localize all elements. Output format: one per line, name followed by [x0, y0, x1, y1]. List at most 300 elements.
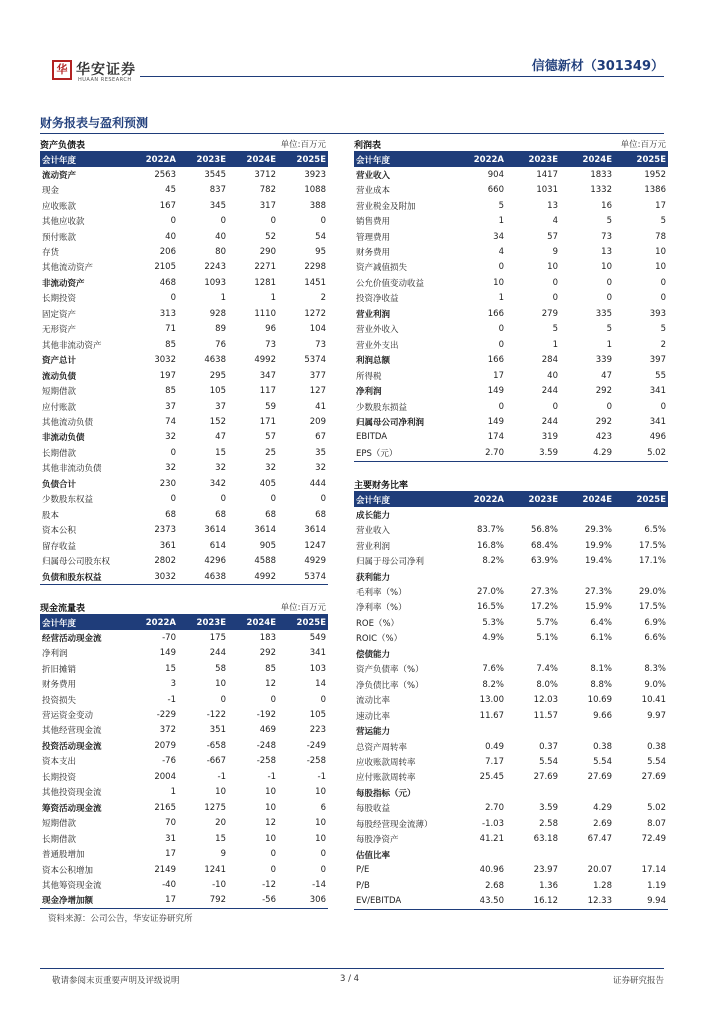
table-title [354, 478, 668, 493]
row-value: 3545 [204, 169, 226, 180]
row-value: 73 [601, 231, 612, 242]
header-year: 2022A [145, 618, 176, 628]
table-row [354, 584, 668, 599]
row-value: 1272 [304, 308, 326, 319]
row-label: 管理费用 [356, 232, 391, 243]
row-label: 每股净资产 [356, 835, 399, 846]
table-row [354, 862, 668, 877]
row-label: 营业收入 [356, 170, 391, 181]
row-value: 10 [265, 833, 276, 844]
row-value: 103 [309, 663, 326, 674]
table-row [354, 522, 668, 537]
table-row [40, 800, 328, 815]
table-row [354, 352, 668, 367]
row-value: 55 [655, 370, 666, 381]
header-label: 会计年度 [356, 496, 391, 506]
row-value: 405 [259, 478, 276, 489]
row-label: 销售费用 [356, 217, 391, 228]
row-value: 171 [259, 416, 276, 427]
row-value: 27.69 [533, 772, 558, 783]
row-label: 归属母公司净利润 [356, 417, 425, 428]
row-label: 速动比率 [356, 711, 391, 722]
table-row [354, 739, 668, 754]
row-value: 45 [165, 185, 176, 196]
row-value: 8.8% [590, 679, 612, 690]
row-value: 2004 [154, 771, 176, 782]
table-row [354, 615, 668, 630]
row-value: 10 [265, 802, 276, 813]
row-value: 0 [270, 694, 276, 705]
row-value: 27.3% [530, 586, 558, 597]
row-value: 183 [259, 632, 276, 643]
row-value: 32 [165, 463, 176, 474]
row-value: -658 [206, 740, 226, 751]
row-value: 105 [209, 386, 226, 397]
row-value: 19.9% [584, 540, 612, 551]
row-value: 2 [660, 339, 666, 350]
row-value: 313 [159, 308, 176, 319]
row-value: 0 [170, 293, 176, 304]
row-value: 17.1% [638, 556, 666, 567]
row-value: 295 [209, 370, 226, 381]
row-value: 10 [493, 277, 504, 288]
header-year: 2025E [636, 155, 666, 165]
table-row [40, 198, 328, 213]
table-row [40, 445, 328, 460]
row-label: 利润总额 [356, 356, 391, 367]
row-value: 372 [159, 725, 176, 736]
row-value: 0 [270, 494, 276, 505]
row-value: 37 [165, 401, 176, 412]
header-year: 2023E [196, 155, 226, 165]
table-row [40, 275, 328, 290]
row-value: 17 [655, 200, 666, 211]
header-year: 2025E [636, 495, 666, 505]
row-value: 11.57 [533, 710, 558, 721]
table-row [40, 707, 328, 722]
row-value: 1 [220, 293, 226, 304]
row-value: -667 [206, 756, 226, 767]
row-value: 117 [259, 386, 276, 397]
row-value: -192 [256, 709, 276, 720]
row-value: 6.1% [590, 633, 612, 644]
row-value: 32 [265, 463, 276, 474]
table-title-text: 主要财务比率 [354, 481, 409, 491]
logo-subtext: HUAAN RESEARCH [78, 77, 132, 83]
header-year: 2022A [473, 495, 504, 505]
row-value: 56.8% [530, 525, 558, 536]
row-label: 归属于母公司净利 [356, 557, 425, 568]
row-value: 660 [487, 185, 504, 196]
row-value: 5.3% [482, 617, 504, 628]
row-value: 85 [165, 386, 176, 397]
row-value: 16.12 [533, 896, 558, 907]
row-label: 营业利润 [356, 309, 391, 320]
row-value: 3614 [254, 525, 276, 536]
row-value: 244 [209, 648, 226, 659]
table-unit: 单位:百万元 [280, 140, 326, 150]
row-value: 35 [315, 447, 326, 458]
row-value: 10.41 [641, 695, 666, 706]
row-label: 成长能力 [356, 510, 391, 521]
row-value: 27.69 [641, 772, 666, 783]
table-row [40, 368, 328, 383]
row-value: 29.0% [638, 586, 666, 597]
row-value: -70 [162, 632, 176, 643]
row-value: 167 [159, 200, 176, 211]
row-value: 904 [487, 169, 504, 180]
table-bottom-rule [354, 461, 668, 462]
table-row [354, 275, 668, 290]
row-value: 1.19 [647, 880, 666, 891]
row-value: 306 [309, 895, 326, 906]
row-value: 1 [552, 339, 558, 350]
table-row [40, 167, 328, 182]
row-label: ROE（%） [356, 618, 400, 629]
row-value: -40 [162, 879, 176, 890]
row-value: 1332 [590, 185, 612, 196]
row-value: 4 [552, 216, 558, 227]
row-value: 0 [498, 401, 504, 412]
row-value: 8.1% [590, 664, 612, 675]
row-label: 每股经营现金流薄） [356, 819, 433, 830]
row-value: 10 [315, 818, 326, 829]
row-label: 资产负债率（%） [356, 665, 424, 676]
row-value: 10 [315, 787, 326, 798]
row-value: 837 [209, 185, 226, 196]
row-label: 资产总计 [42, 356, 77, 367]
table-row [40, 430, 328, 445]
row-value: 40.96 [479, 865, 504, 876]
row-value: 0 [320, 694, 326, 705]
row-value: 127 [309, 386, 326, 397]
row-value: 468 [159, 277, 176, 288]
row-value: 388 [309, 200, 326, 211]
row-value: 15 [215, 447, 226, 458]
row-value: 0 [660, 293, 666, 304]
table-header-row [354, 493, 668, 507]
row-value: -1 [217, 771, 226, 782]
table-row [40, 723, 328, 738]
footer-rule [40, 968, 664, 969]
row-label: 长期借款 [42, 448, 77, 459]
row-value: 0 [220, 694, 226, 705]
row-label: 营业外支出 [356, 340, 399, 351]
row-label: 资本公积增加 [42, 865, 94, 876]
table-row [354, 569, 668, 584]
row-value: 0.37 [539, 741, 558, 752]
row-label: 非流动资产 [42, 278, 85, 289]
row-value: 67 [315, 432, 326, 443]
table-row [354, 430, 668, 445]
row-value: 9.0% [644, 679, 666, 690]
table-row [40, 692, 328, 707]
table-row [40, 553, 328, 568]
balance-sheet-table [40, 138, 328, 585]
row-value: 1386 [644, 185, 666, 196]
row-value: 15 [215, 833, 226, 844]
row-label: 净利润 [42, 649, 68, 660]
row-value: 397 [649, 355, 666, 366]
logo-text: 华安证券 [76, 62, 136, 78]
row-value: 76 [215, 339, 226, 350]
row-value: 12.33 [587, 896, 612, 907]
table-row [354, 337, 668, 352]
table-bottom-rule [354, 909, 668, 910]
row-value: 3 [170, 679, 176, 690]
row-value: -1 [317, 771, 326, 782]
row-label: 流动负债 [42, 371, 77, 382]
row-value: 3614 [304, 525, 326, 536]
row-value: 209 [309, 416, 326, 427]
footer-doc-type: 证券研究报告 [612, 976, 664, 986]
row-value: 20 [215, 818, 226, 829]
table-title [40, 138, 328, 153]
table-row [40, 785, 328, 800]
row-value: 29.3% [584, 525, 612, 536]
row-value: 2.58 [539, 818, 558, 829]
row-value: 1 [170, 787, 176, 798]
row-label: 现金 [42, 186, 60, 197]
row-label: 毛利率（%） [356, 587, 407, 598]
row-value: 2079 [154, 740, 176, 751]
row-value: 17 [165, 849, 176, 860]
row-value: 17 [493, 370, 504, 381]
row-value: 58 [215, 663, 226, 674]
header-year: 2025E [296, 155, 326, 165]
row-value: 68 [265, 509, 276, 520]
row-value: 89 [215, 324, 226, 335]
row-value: 2243 [204, 262, 226, 273]
row-value: 80 [215, 246, 226, 257]
row-label: 净负债比率（%） [356, 680, 424, 691]
table-title [40, 601, 328, 616]
row-value: 3032 [154, 355, 176, 366]
row-value: 1417 [536, 169, 558, 180]
row-label: 普通股增加 [42, 850, 85, 861]
row-value: 10 [601, 262, 612, 273]
row-value: 2 [320, 293, 326, 304]
row-value: 32 [165, 432, 176, 443]
row-label: 短期借款 [42, 387, 77, 398]
row-value: 342 [209, 478, 226, 489]
row-value: 4.9% [482, 633, 504, 644]
row-value: -249 [306, 740, 326, 751]
row-value: 10 [215, 679, 226, 690]
row-value: 8.2% [482, 679, 504, 690]
row-value: 4296 [204, 556, 226, 567]
row-value: 292 [595, 386, 612, 397]
row-label: 每股指标（元） [356, 788, 416, 799]
row-value: 284 [541, 355, 558, 366]
row-value: 292 [259, 648, 276, 659]
row-value: 4.29 [593, 803, 612, 814]
header-year: 2022A [473, 155, 504, 165]
row-value: 4992 [254, 571, 276, 582]
row-value: 17.5% [638, 540, 666, 551]
row-value: 14 [315, 679, 326, 690]
row-value: 0 [606, 401, 612, 412]
row-label: 长期借款 [42, 834, 77, 845]
row-value: 166 [487, 308, 504, 319]
table-row [40, 507, 328, 522]
row-value: 0 [170, 494, 176, 505]
row-value: 37 [215, 401, 226, 412]
row-value: 20.07 [587, 865, 612, 876]
row-label: 偿债能力 [356, 649, 391, 660]
row-value: 1093 [204, 277, 226, 288]
row-value: 4929 [304, 556, 326, 567]
row-value: 0 [552, 401, 558, 412]
row-label: 折旧摊销 [42, 664, 77, 675]
row-value: 2271 [254, 262, 276, 273]
row-value: 0 [320, 494, 326, 505]
row-value: 0 [552, 277, 558, 288]
income-statement-table [354, 138, 668, 462]
row-value: 244 [541, 386, 558, 397]
row-value: 0 [498, 262, 504, 273]
table-row [354, 723, 668, 738]
row-value: 341 [649, 416, 666, 427]
row-value: 12 [265, 818, 276, 829]
row-value: -1 [267, 771, 276, 782]
row-value: 1247 [304, 540, 326, 551]
row-value: 279 [541, 308, 558, 319]
row-value: 63.9% [530, 556, 558, 567]
table-row [354, 631, 668, 646]
row-label: 其他流动负债 [42, 417, 94, 428]
row-value: 10 [215, 787, 226, 798]
row-value: 0 [220, 216, 226, 227]
row-value: 40 [547, 370, 558, 381]
row-label: 其他流动资产 [42, 263, 94, 274]
row-value: 1 [498, 293, 504, 304]
table-row [40, 676, 328, 691]
table-row [40, 862, 328, 877]
table-row [40, 538, 328, 553]
row-value: 73 [265, 339, 276, 350]
header-year: 2023E [196, 618, 226, 628]
row-value: 496 [649, 432, 666, 443]
row-value: 905 [259, 540, 276, 551]
row-label: 应付账款 [42, 402, 77, 413]
table-row [354, 770, 668, 785]
table-row [354, 368, 668, 383]
header-year: 2024E [582, 155, 612, 165]
row-value: 2165 [154, 802, 176, 813]
row-value: 10 [655, 246, 666, 257]
table-row [354, 785, 668, 800]
row-value: 9.94 [647, 896, 666, 907]
row-value: 104 [309, 324, 326, 335]
row-value: 12.03 [533, 695, 558, 706]
row-value: 2.70 [485, 803, 504, 814]
table-row [40, 461, 328, 476]
table-row [40, 260, 328, 275]
row-label: 营业税金及附加 [356, 201, 416, 212]
table-row [40, 306, 328, 321]
row-label: 所得税 [356, 371, 382, 382]
table-row [40, 414, 328, 429]
row-value: 3614 [204, 525, 226, 536]
row-value: 0 [606, 277, 612, 288]
table-row [354, 306, 668, 321]
row-value: 0 [170, 447, 176, 458]
row-label: 财务费用 [356, 247, 391, 258]
row-value: 0 [320, 849, 326, 860]
row-value: 34 [493, 231, 504, 242]
row-value: 68 [165, 509, 176, 520]
table-row [40, 322, 328, 337]
row-value: 175 [209, 632, 226, 643]
row-value: 1031 [536, 185, 558, 196]
table-title-text: 资产负债表 [40, 141, 86, 151]
row-value: 0.38 [593, 741, 612, 752]
row-label: 无形资产 [42, 325, 77, 336]
row-value: 345 [209, 200, 226, 211]
row-value: 1088 [304, 185, 326, 196]
row-value: -76 [162, 756, 176, 767]
row-value: 27.0% [476, 586, 504, 597]
row-value: 17.5% [638, 602, 666, 613]
row-value: 5.54 [593, 756, 612, 767]
source-note: 资料来源：公司公告，华安证券研究所 [48, 914, 193, 924]
row-value: 4638 [204, 355, 226, 366]
row-value: 9.97 [647, 710, 666, 721]
table-title-text: 现金流量表 [40, 604, 86, 614]
table-row [40, 522, 328, 537]
row-value: 2802 [154, 556, 176, 567]
row-label: 预付账款 [42, 232, 77, 243]
row-value: 5 [660, 216, 666, 227]
row-value: 57 [547, 231, 558, 242]
row-value: 43.50 [479, 896, 504, 907]
row-value: 40 [215, 231, 226, 242]
table-row [354, 229, 668, 244]
row-value: -122 [206, 709, 226, 720]
row-value: 341 [309, 648, 326, 659]
table-row [354, 893, 668, 908]
table-row [40, 244, 328, 259]
table-row [40, 754, 328, 769]
row-value: 361 [159, 540, 176, 551]
row-value: 31 [165, 833, 176, 844]
table-row [354, 754, 668, 769]
row-value: 59 [265, 401, 276, 412]
row-value: 149 [487, 386, 504, 397]
row-value: 17 [165, 895, 176, 906]
row-value: 15 [165, 663, 176, 674]
table-row [40, 815, 328, 830]
table-row [40, 738, 328, 753]
row-value: 0 [660, 277, 666, 288]
row-value: -56 [262, 895, 276, 906]
row-value: 423 [595, 432, 612, 443]
row-label: 营运资金变动 [42, 710, 94, 721]
section-title: 财务报表与盈利预测 [40, 116, 149, 130]
row-value: 10 [265, 787, 276, 798]
row-value: 206 [159, 246, 176, 257]
table-row [354, 291, 668, 306]
table-row [354, 399, 668, 414]
row-value: 5.02 [647, 447, 666, 458]
row-label: 存货 [42, 247, 60, 258]
table-row [40, 399, 328, 414]
row-value: 3923 [304, 169, 326, 180]
row-value: 4992 [254, 355, 276, 366]
row-value: 47 [215, 432, 226, 443]
row-value: 7.4% [536, 664, 558, 675]
